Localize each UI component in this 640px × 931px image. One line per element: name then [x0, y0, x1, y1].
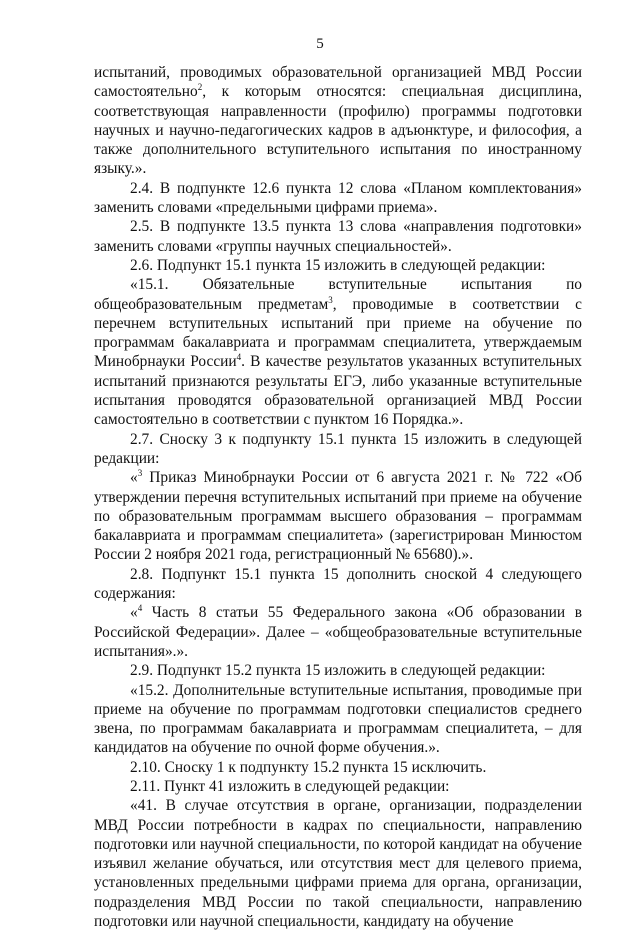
- paragraph-p10: [94, 661, 582, 680]
- paragraph-p9: [94, 603, 582, 661]
- paragraph-text: 2.7. Сноску 3 к подпункту 15.1 пункта 15 изложить в следующей редакции:: [94, 430, 582, 467]
- paragraph-p1: [94, 63, 582, 179]
- footnote-marker: 3: [328, 294, 333, 305]
- paragraph-p5: [94, 275, 582, 429]
- paragraph-text: 2.10. Сноску 1 к подпункту 15.2 пункта 15 исключить.: [130, 758, 487, 776]
- paragraph-text: 2.8. Подпункт 15.1 пункта 15 дополнить сноской 4 следующего содержания:: [94, 565, 582, 603]
- paragraph-text: «: [130, 469, 138, 487]
- footnote-marker: 4: [236, 352, 242, 363]
- paragraph-p8: [94, 565, 582, 604]
- paragraph-text: «15.2. Дополнительные вступительные испытания, проводимые при приеме на обучение по программам подготовки специалистов среднего звена, по программам бакалавриата и программам специалитета, – для кандидатов на обучение по очной форме обучения.».: [94, 681, 582, 757]
- footnote-marker: 3: [137, 468, 143, 479]
- paragraph-p2: [94, 179, 582, 218]
- paragraph-text: Приказ Минобрнауки России от 6 августа 2021 г. № 722 «Об утверждении перечня вступительных испытаний при приеме на обучение по образовательным программам высшего образования – программам бакалавриата и программам специалитета» (зарегистрирован Минюстом России 2 ноября 2021 года, регистрационный № 65680).».: [94, 469, 582, 564]
- paragraph-text: , проводимые в соответствии с перечнем вступительных испытаний при приеме на обучение по программам бакалавриата и программам специалитета, утверждаемым Минобрнауки России: [94, 295, 582, 371]
- paragraph-p4: [94, 256, 582, 275]
- paragraph-text: испытаний, проводимых образовательной организацией МВД России самостоятельно: [94, 64, 582, 101]
- paragraph-text: 2.11. Пункт 41 изложить в следующей редакции:: [130, 777, 450, 795]
- footnote-marker: 4: [137, 603, 143, 614]
- document-body: [94, 63, 582, 931]
- paragraph-text: , к которым относятся: специальная дисциплина, соответствующая направленности (профилю) программы подготовки научных и научно-педагогических кадров в адъюнктуре, и философия, а также дополнительного вступительного испытания по иностранному языку.».: [94, 83, 582, 178]
- paragraph-text: «15.1. Обязательные вступительные испытания по общеобразовательным предметам: [94, 276, 582, 313]
- footnote-marker: 2: [197, 82, 203, 93]
- paragraph-p6: [94, 430, 582, 469]
- paragraph-text: 2.9. Подпункт 15.2 пункта 15 изложить в следующей редакции:: [130, 662, 546, 680]
- paragraph-text: 2.5. В подпункте 13.5 пункта 13 слова «направления подготовки» заменить словами «группы научных специальностей».: [94, 218, 582, 255]
- page-number: 5: [316, 36, 324, 52]
- paragraph-p12: [94, 758, 582, 777]
- paragraph-text: . В качестве результатов указанных вступительных испытаний признаются результаты ЕГЭ, либо указанные вступительные испытания проводятся образовательной организацией МВД России самостоятельно в соответствии с пунктом 16 Порядка.».: [94, 353, 583, 429]
- paragraph-p14: [94, 796, 582, 931]
- paragraph-text: 2.4. В подпункте 12.6 пункта 12 слова «Планом комплектования» заменить словами «предельными цифрами приема».: [94, 179, 582, 217]
- paragraph-p7: [94, 468, 582, 564]
- paragraph-p11: [94, 681, 582, 758]
- paragraph-text: «: [130, 604, 138, 622]
- paragraph-p13: [94, 777, 582, 796]
- paragraph-text: 2.6. Подпункт 15.1 пункта 15 изложить в следующей редакции:: [130, 256, 546, 274]
- paragraph-p3: [94, 217, 582, 256]
- paragraph-text: «41. В случае отсутствия в органе, организации, подразделении МВД России потребности в кадрах по специальности, направлению подготовки или научной специальности, по которой кандидат на обучение изъявил желание обучаться, или отсутствия мест для целевого приема, установленных предельными цифрами приема для органа, организации, подразделения МВД России по такой специальности, направлению подготовки или научной специальности, кандидату на обучение: [94, 797, 582, 931]
- paragraph-text: Часть 8 статьи 55 Федерального закона «Об образовании в Российской Федерации». Далее – «общеобразовательные вступительные испытания».».: [94, 604, 582, 660]
